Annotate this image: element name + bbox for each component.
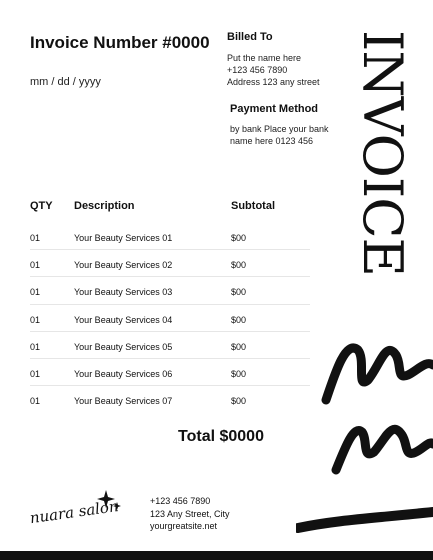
table-row [30,250,310,277]
footer-contact [150,495,230,533]
row-qty: 01 [30,287,41,298]
billed-to-label: Billed To [227,31,273,43]
row-description: Your Beauty Services 05 [74,341,173,352]
row-description: Your Beauty Services 01 [74,233,173,243]
row-subtotal: $00 [231,396,247,407]
payment-method-label: Payment Method [230,103,319,115]
billed-name: Put the name here [227,53,302,63]
row-qty: 01 [30,396,41,407]
invoice-number: Invoice Number #0000 [30,33,210,52]
row-description: Your Beauty Services 03 [74,287,173,298]
row-qty: 01 [30,314,41,325]
row-qty: 01 [30,233,41,243]
row-subtotal: $00 [231,260,247,271]
table-row [30,386,310,413]
row-subtotal: $00 [231,341,247,352]
row-subtotal: $00 [231,233,247,243]
row-qty: 01 [30,341,41,352]
decorative-brush-strokes [296,320,433,550]
row-qty: 01 [30,368,41,379]
footer-phone: +123 456 7890 [150,496,211,506]
row-description: Your Beauty Services 06 [74,368,173,379]
row-subtotal: $00 [231,314,247,325]
footer-address: 123 Any Street, City [150,508,230,519]
table-row [30,305,310,332]
payment-method-details: by bank Place your bank name here 0123 456 [230,124,329,146]
invoice-date: mm / dd / yyyy [30,76,101,88]
table-row [30,359,310,386]
table-row [30,277,310,304]
footer-website[interactable]: yourgreatsite.net [150,521,218,531]
invoice-total: Total $0000 [178,428,264,445]
billed-phone: +123 456 7890 [227,65,288,75]
row-description: Your Beauty Services 07 [74,396,173,407]
row-subtotal: $00 [231,287,247,298]
row-description: Your Beauty Services 02 [74,260,173,271]
salon-logo [28,488,133,538]
vertical-invoice-title: INVOICE [351,30,414,276]
row-subtotal: $00 [231,368,247,379]
header-description: Description [74,200,135,212]
billed-address: Address 123 any street [227,77,320,87]
table-row [30,223,310,250]
logo-text: nuara salon [28,496,120,528]
row-description: Your Beauty Services 04 [74,314,173,325]
bottom-bar [0,551,433,560]
header-qty: QTY [30,200,53,212]
table-row [30,332,310,359]
row-qty: 01 [30,260,41,271]
header-subtotal: Subtotal [231,200,275,212]
line-items [30,223,310,413]
billed-to-details [227,52,347,88]
